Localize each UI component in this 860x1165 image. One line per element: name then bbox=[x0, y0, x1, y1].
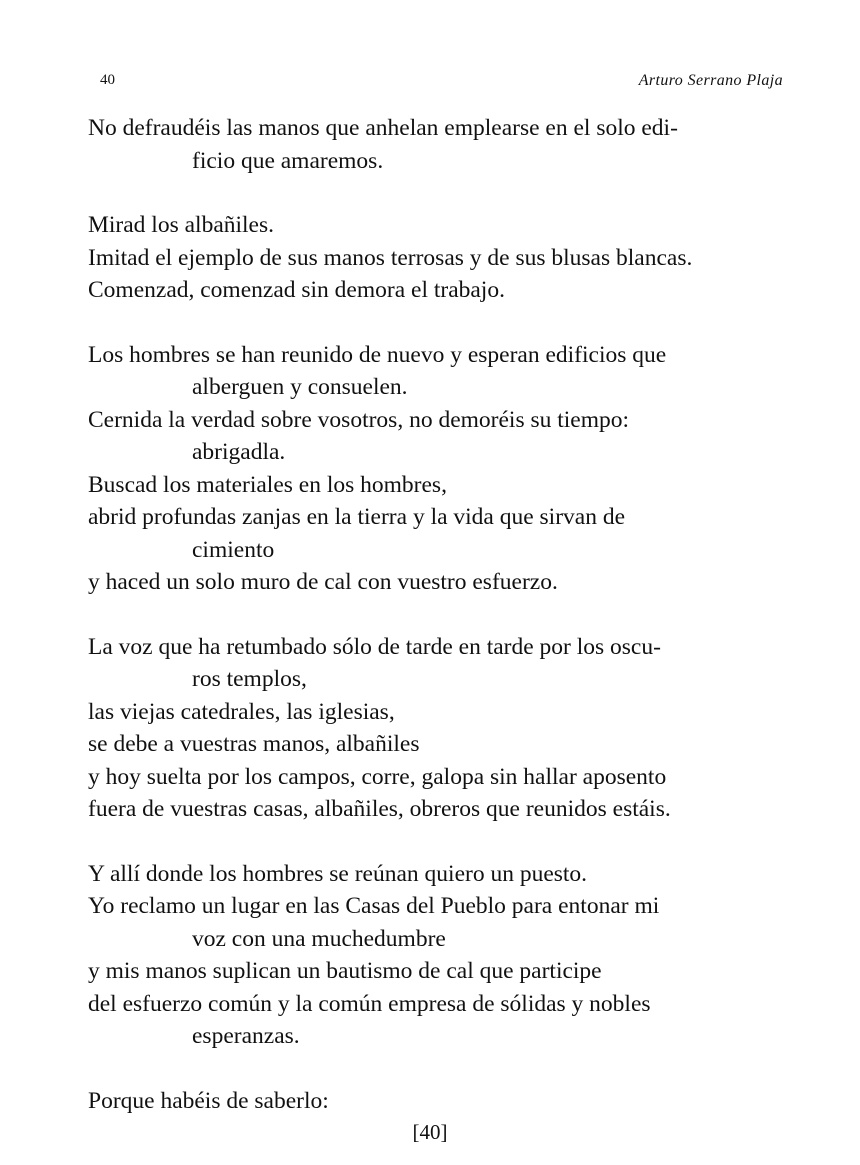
stanza-break bbox=[88, 177, 788, 209]
page-header bbox=[100, 72, 783, 96]
poem-line: Porque habéis de saberlo: bbox=[88, 1087, 329, 1114]
page-footer bbox=[0, 1120, 860, 1145]
poem-line: No defraudéis las manos que anhelan emplearse en el solo edi- bbox=[88, 115, 678, 141]
poem-line-continuation: ros templos, bbox=[192, 666, 307, 692]
poem-line-continuation: esperanzas. bbox=[192, 1023, 300, 1049]
poem-line: se debe a vuestras manos, albañiles bbox=[88, 731, 420, 757]
poem-line: Comenzad, comenzad sin demora el trabajo. bbox=[88, 277, 505, 303]
poem-line-continuation: cimiento bbox=[192, 536, 275, 563]
poem-line: Los hombres se han reunido de nuevo y esperan edificios que bbox=[88, 341, 667, 368]
poem-line: y hoy suelta por los campos, corre, galopa sin hallar aposento bbox=[88, 763, 667, 790]
poem-line-continuation: ficio que amaremos. bbox=[192, 147, 384, 174]
poem-line: Y allí donde los hombres se reúnan quiero un puesto. bbox=[88, 860, 588, 887]
running-head-author: Arturo Serrano Plaja bbox=[638, 72, 783, 89]
poem-body bbox=[88, 112, 788, 1117]
poem-line: del esfuerzo común y la común empresa de sólidas y nobles bbox=[88, 990, 651, 1017]
poem-line: abrid profundas zanjas en la tierra y la vida que sirvan de bbox=[88, 504, 626, 530]
poem-line: Imitad el ejemplo de sus manos terrosas y de sus blusas blancas. bbox=[88, 244, 693, 271]
poem-line: y mis manos suplican un bautismo de cal que participe bbox=[88, 958, 602, 984]
poem-line-continuation: alberguen y consuelen. bbox=[192, 374, 408, 400]
stanza-break bbox=[88, 1053, 788, 1085]
poem-line: Yo reclamo un lugar en las Casas del Pueblo para entonar mi bbox=[88, 893, 660, 919]
folio-number: [40] bbox=[412, 1120, 448, 1144]
stanza-break bbox=[88, 307, 788, 339]
poem-line-continuation: voz con una muchedumbre bbox=[192, 925, 446, 952]
poem-line: Buscad los materiales en los hombres, bbox=[88, 471, 447, 498]
page-number: 40 bbox=[100, 72, 115, 88]
poem-line: las viejas catedrales, las iglesias, bbox=[88, 698, 395, 725]
poem-line: fuera de vuestras casas, albañiles, obreros que reunidos estáis. bbox=[88, 796, 671, 822]
poem-line: La voz que ha retumbado sólo de tarde en tarde por los oscu- bbox=[88, 633, 661, 660]
poem-line: Cernida la verdad sobre vosotros, no demoréis su tiempo: bbox=[88, 406, 630, 433]
poem-line-continuation: abrigadla. bbox=[192, 439, 286, 465]
poem-line: y haced un solo muro de cal con vuestro esfuerzo. bbox=[88, 569, 558, 595]
stanza-break bbox=[88, 599, 788, 631]
stanza-break bbox=[88, 826, 788, 858]
poem-line: Mirad los albañiles. bbox=[88, 212, 275, 238]
